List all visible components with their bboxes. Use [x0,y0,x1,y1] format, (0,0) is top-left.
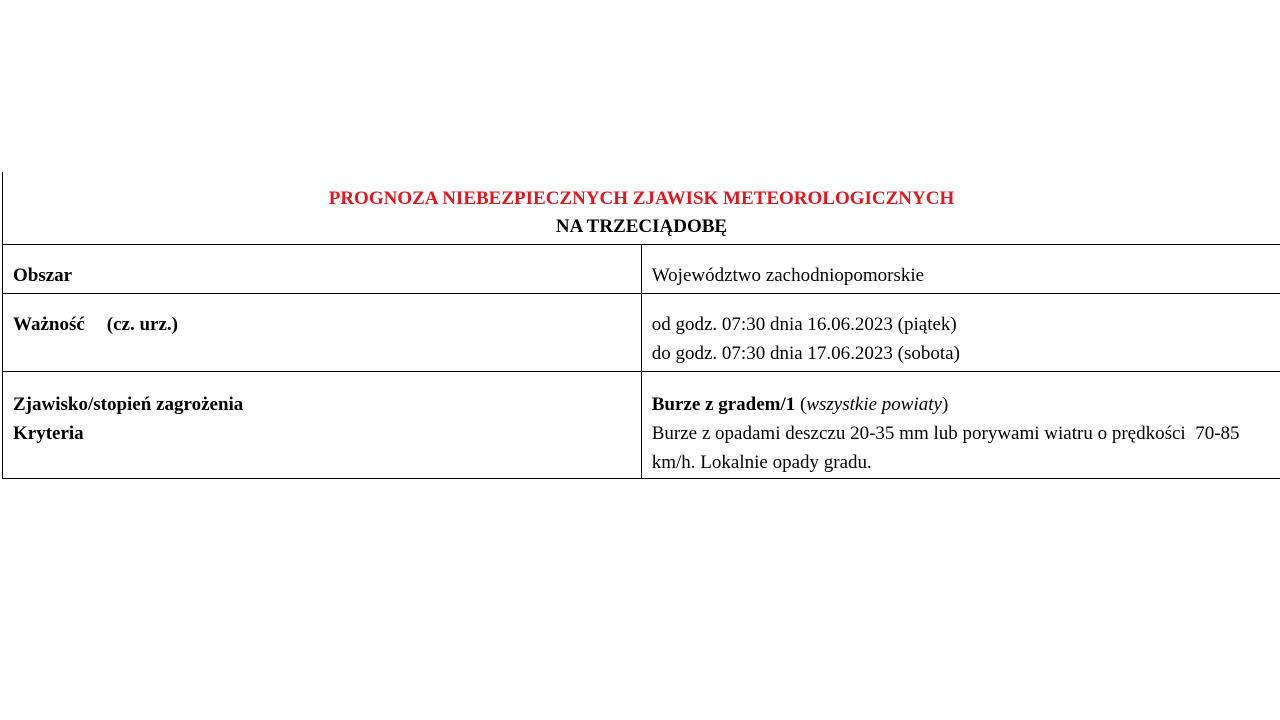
forecast-title-cell [3,172,1280,245]
criteria-label: Kryteria [13,423,84,444]
area-value-cell [641,245,1280,294]
phenomenon-label: Zjawisko/stopień zagrożenia [13,394,244,415]
validity-label-suffix: (cz. urz.) [106,314,178,335]
phenomenon-scope-open: ( [800,394,807,415]
phenomenon-scope-close: ) [941,394,949,415]
area-label-cell [3,245,642,294]
phenomenon-scope: wszystkie powiaty [806,394,942,415]
validity-value-cell [641,294,1280,372]
table-row-area [3,245,1280,294]
forecast-subtitle: NA TRZECIĄDOBĘ [555,216,728,237]
area-label: Obszar [13,265,73,286]
phenomenon-value-cell [641,372,1280,479]
phenomenon-criteria: Burze z opadami deszczu 20-35 mm lub porywami wiatru o prędkości 70-85 km/h. Lokalnie opady gradu. [651,423,1245,473]
forecast-header-row [3,172,1280,245]
table-row-phenomenon [3,372,1280,479]
validity-label: Ważność [13,314,85,335]
table-row-validity [3,294,1280,372]
forecast-title: PROGNOZA NIEBEZPIECZNYCH ZJAWISK METEOROLOGICZNYCH [328,188,955,209]
validity-to: do godz. 07:30 dnia 17.06.2023 (sobota) [651,343,960,364]
validity-from: od godz. 07:30 dnia 16.06.2023 (piątek) [651,314,957,335]
phenomenon-name: Burze z gradem/1 [651,394,796,415]
phenomenon-label-cell [3,372,642,479]
validity-label-cell [3,294,642,372]
phenomenon-heading [652,390,1280,419]
area-value: Województwo zachodniopomorskie [651,265,925,286]
forecast-table [2,172,1280,479]
